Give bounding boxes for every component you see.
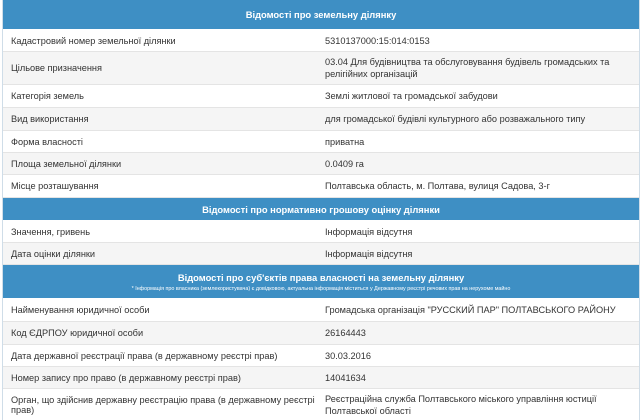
table-row xyxy=(3,221,639,243)
row-label: Код ЄДРПОУ юридичної особи xyxy=(11,328,144,338)
table-row xyxy=(3,389,639,420)
row-label: Номер запису про право (в державному реєстрі прав) xyxy=(11,372,241,383)
table-row xyxy=(3,131,639,153)
section-note: * Інформація про власника (землекористувача) є довідковою, актуальна інформація міститься у Державному реєстрі речових прав на нерухоме майно xyxy=(131,286,511,292)
row-label: Найменування юридичної особи xyxy=(11,305,150,315)
row-value: Полтавська область, м. Полтава, вулиця Садова, 3-г xyxy=(325,181,550,191)
table-row xyxy=(3,367,639,389)
section-header-land-plot xyxy=(3,0,639,30)
section-title: Відомості про суб'єктів права власності на земельну ділянку xyxy=(177,272,465,283)
section-header-normative-valuation xyxy=(3,198,639,221)
row-label: Місце розташування xyxy=(11,181,99,191)
row-value: Інформація відсутня xyxy=(325,248,413,259)
land-plot-info-table xyxy=(2,0,640,420)
row-value: для громадської будівлі культурного або розважального типу xyxy=(325,114,586,124)
table-row xyxy=(3,108,639,131)
table-row xyxy=(3,243,639,265)
row-value: 5310137000:15:014:0153 xyxy=(325,35,430,46)
row-label: Дата оцінки ділянки xyxy=(11,248,96,259)
row-label: Категорія земель xyxy=(11,91,84,101)
table-row xyxy=(3,345,639,367)
row-label: Площа земельної ділянки xyxy=(11,158,122,169)
row-label: Вид використання xyxy=(11,114,89,124)
row-value: приватна xyxy=(325,136,365,147)
row-label: Кадастровий номер земельної ділянки xyxy=(11,35,176,46)
row-value: 03.04 Для будівництва та обслуговування будівель громадських та релігійних організацій xyxy=(325,57,610,79)
table-row xyxy=(3,30,639,52)
table-row xyxy=(3,322,639,345)
row-label: Орган, що здійснив державну реєстрацію права (в державному реєстрі прав) xyxy=(11,394,315,415)
row-value: Інформація відсутня xyxy=(325,226,413,237)
table-row xyxy=(3,52,639,85)
row-value: 0.0409 га xyxy=(325,158,364,169)
row-value: 14041634 xyxy=(325,372,366,383)
row-label: Цільове призначення xyxy=(11,63,102,73)
row-value: 26164443 xyxy=(325,328,366,338)
section-title: Відомості про земельну ділянку xyxy=(245,9,397,20)
row-label: Значення, гривень xyxy=(11,226,90,237)
table-row xyxy=(3,299,639,322)
row-value: Реєстраційна служба Полтавського міського управління юстиції Полтавської області xyxy=(325,393,597,416)
table-row xyxy=(3,85,639,108)
table-row xyxy=(3,175,639,198)
row-value: Громадська організація "РУССКИЙ ПАР" ПОЛТАВСЬКОГО РАЙОНУ xyxy=(325,305,616,315)
section-header-ownership xyxy=(3,265,639,299)
row-label: Дата державної реєстрації права (в державному реєстрі прав) xyxy=(11,350,278,361)
row-value: Землі житлової та громадської забудови xyxy=(325,91,498,101)
row-label: Форма власності xyxy=(11,136,83,147)
table-row xyxy=(3,153,639,175)
section-title: Відомості про нормативно грошову оцінку ділянки xyxy=(202,203,440,215)
row-value: 30.03.2016 xyxy=(325,350,371,361)
